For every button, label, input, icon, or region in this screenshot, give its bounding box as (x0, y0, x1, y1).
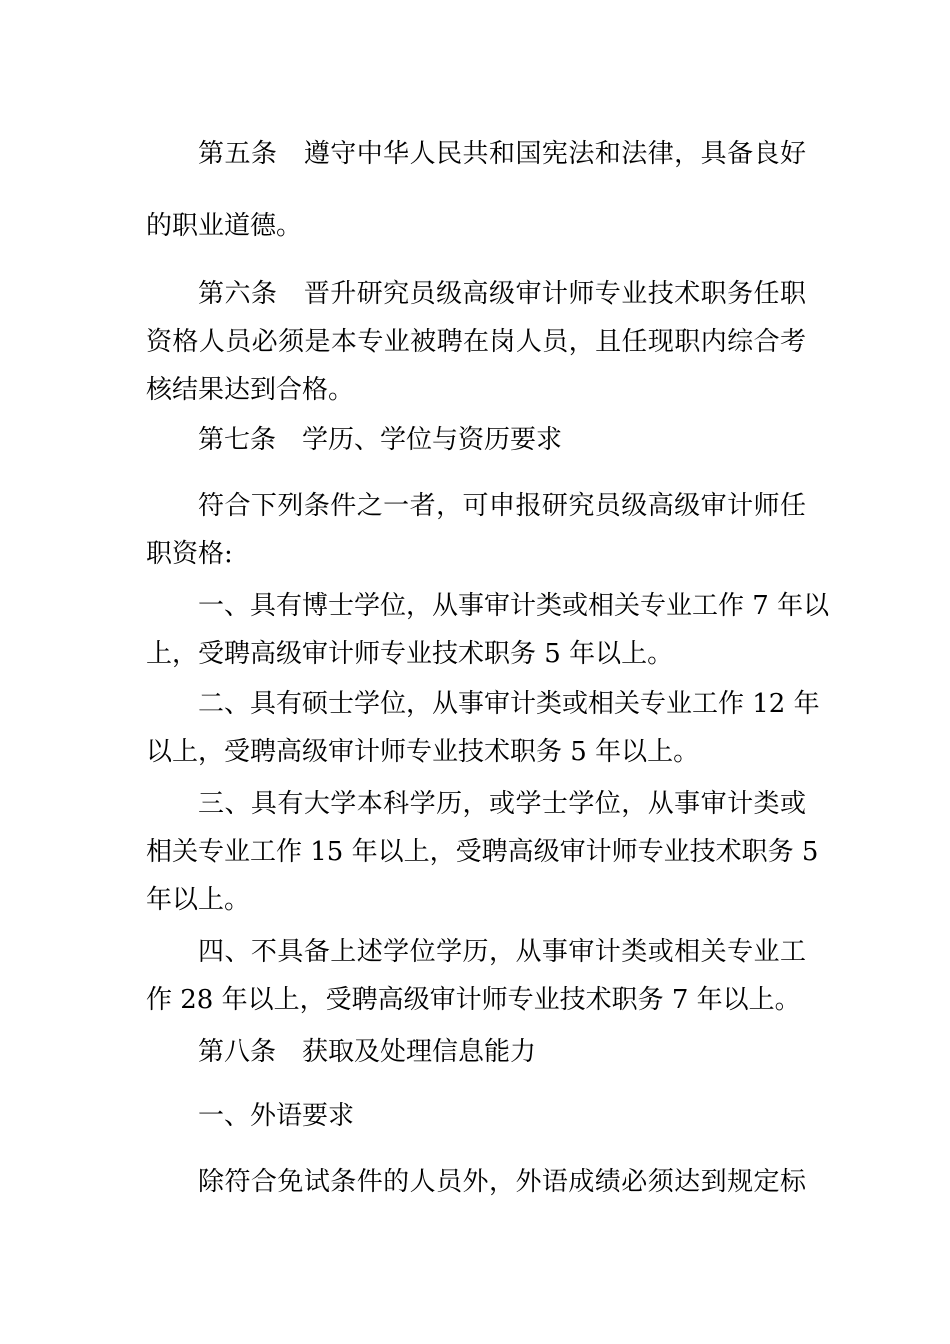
article-7-heading: 第七条 学历、学位与资历要求 (198, 425, 563, 455)
article-7-intro-line-1: 符合下列条件之一者，可申报研究员级高级审计师任 (198, 491, 806, 521)
item-1-line-2: 上，受聘高级审计师专业技术职务 5 年以上。 (146, 639, 674, 669)
item-3-line-1: 三、具有大学本科学历，或学士学位，从事审计类或 (198, 789, 806, 819)
item-4-line-2: 作 28 年以上，受聘高级审计师专业技术职务 7 年以上。 (146, 985, 801, 1015)
item-4-line-1: 四、不具备上述学位学历，从事审计类或相关专业工 (198, 937, 806, 967)
article-6-line-3: 核结果达到合格。 (146, 375, 355, 405)
article-5-line-2: 的职业道德。 (146, 211, 303, 241)
sub-heading-foreign-language: 一、外语要求 (198, 1101, 355, 1131)
item-1-line-1: 一、具有博士学位，从事审计类或相关专业工作 7 年以 (198, 591, 830, 621)
article-5-line-1: 第五条 遵守中华人民共和国宪法和法律，具备良好 (198, 139, 806, 169)
foreign-language-line-1: 除符合免试条件的人员外，外语成绩必须达到规定标 (198, 1167, 806, 1197)
document-page (146, 0, 830, 1344)
item-3-line-3: 年以上。 (146, 885, 251, 915)
article-6-line-1: 第六条 晋升研究员级高级审计师专业技术职务任职 (198, 279, 806, 309)
article-6-line-2: 资格人员必须是本专业被聘在岗人员，且任现职内综合考 (146, 327, 806, 357)
item-3-line-2: 相关专业工作 15 年以上，受聘高级审计师专业技术职务 5 (146, 837, 819, 867)
article-7-intro-line-2: 职资格: (146, 539, 233, 569)
item-2-line-2: 以上，受聘高级审计师专业技术职务 5 年以上。 (146, 737, 700, 767)
item-2-line-1: 二、具有硕士学位，从事审计类或相关专业工作 12 年 (198, 689, 820, 719)
article-8-heading: 第八条 获取及处理信息能力 (198, 1037, 537, 1067)
